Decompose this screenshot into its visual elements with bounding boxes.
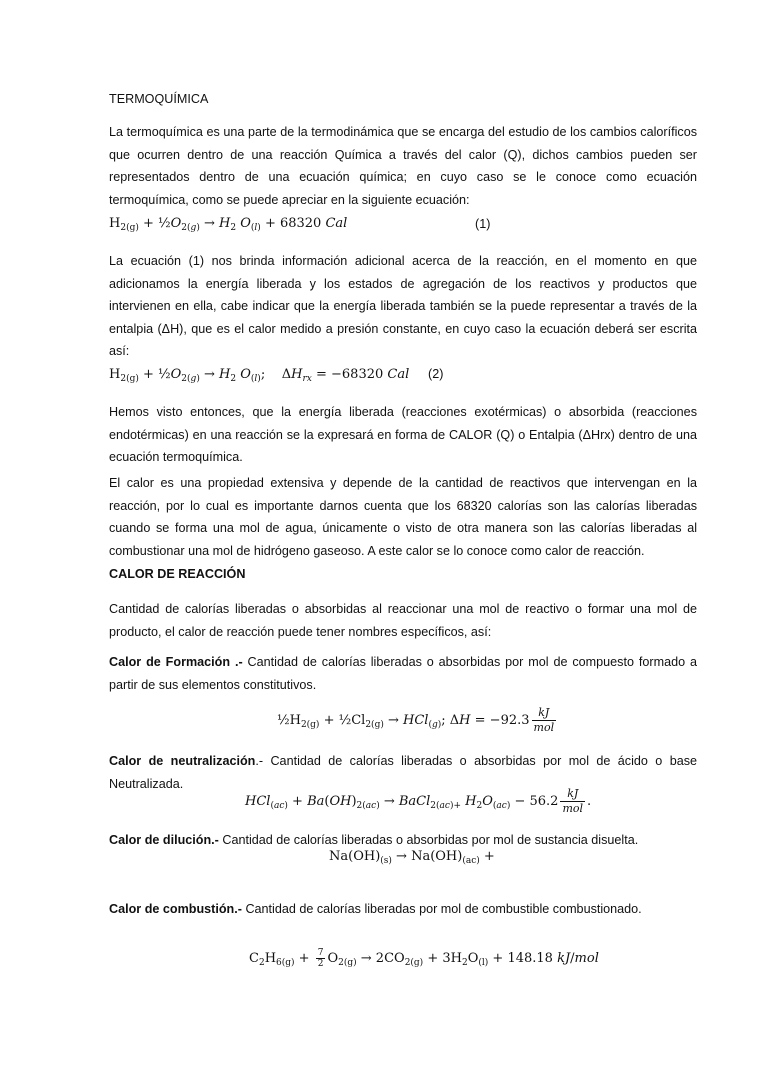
text-dilucion: Cantidad de calorías liberadas o absorbidas por mol de sustancia disuelta.: [218, 833, 639, 847]
label-neutralizacion: Calor de neutralización: [109, 754, 256, 768]
equation-neutralizacion: $HCl_{(ac)} + Ba(OH)_{2(ac)}$ → BaCl$_{2(ac)+}$ $H_2O_{(ac)} - 56.2$ $\frac{kJ}{\text{mol}}$ .: [245, 787, 592, 815]
paragraph-calor: El calor es una propiedad extensiva y depende de la cantidad de reactivos que intervengan en la reacción, por lo cual es importante darnos cuenta que los 68320 calorías son las calorías liberadas cuando se forma una mol de agua, únicamente o visto de otra manera son las calorías liberadas al combustionar una mol de hidrógeno gaseoso. A este calor se lo conoce como calor de reacción.: [109, 476, 697, 558]
definition-combustion: [109, 898, 697, 921]
text-formacion: Cantidad de calorías liberadas o absorbidas por mol de compuesto formado a partir de sus elementos constitutivos.: [109, 655, 697, 692]
equation-1-number: (1): [475, 217, 491, 231]
paragraph-intro: La termoquímica es una parte de la termodinámica que se encarga del estudio de los cambios caloríficos que ocurren dentro de una reacción Química a través del calor (Q), dichos cambios pueden ser representados dentro de una ecuación química; en cuyo caso se le conoce como ecuación termoquímica, como se puede apreciar en la siguiente ecuación:: [109, 125, 697, 207]
paragraph-energia: Hemos visto entonces, que la energía liberada (reacciones exotérmicas) o absorbida (reacciones endotérmicas) en una reacción se la expresará en forma de CALOR (Q) o Entalpia (ΔHrx) dentro de una ecuación termoquímica.: [109, 405, 697, 464]
equation-1: $H_{2(g)}$ + $\frac{1}{2}O_{2(g)} \to H_2$ $O_{(l)} + 68320$ Cal: [109, 216, 348, 233]
label-dilucion: Calor de dilución.-: [109, 833, 219, 847]
section-heading-calor-reaccion: CALOR DE REACCIÓN: [109, 567, 246, 581]
label-formacion: Calor de Formación .-: [109, 655, 243, 669]
definition-formacion: [109, 651, 697, 696]
equation-dilucion: $Na(OH)_{(s)} \to Na(OH)_{(ac)}$ +: [329, 849, 495, 866]
paragraph-ecuacion: La ecuación (1) nos brinda información adicional acerca de la reacción, en el momento en que adicionamos la energía liberada y los estados de agregación de los reactivos y productos que intervienen en ella, cabe indicar que la energía liberada también se la puede representar a través de la entalpia (ΔH), que es el calor medido a presión constante, en cuyo caso la ecuación deberá ser escrita así:: [109, 254, 697, 358]
equation-2-number: (2): [428, 367, 444, 381]
equation-formacion: $\frac{1}{2}H_{2(g)}$ + $\frac{1}{2}Cl_{2(g)} \to HCl_{(g)}$; ΔH = −92.3 $\frac{kJ}{\text{mol}}$: [277, 706, 555, 734]
equation-combustion: $C_2H_{6(g)}$ + $\frac{7}{2}$ $O_{2(g)} \to 2CO_{2(g)} + 3H_2O_{(l)} + 148.18$ kJ/mol: [249, 948, 599, 969]
text-neutralizacion: .- Cantidad de calorías liberadas o absorbidas por mol de ácido o base Neutralizada.: [109, 754, 698, 791]
page-title: TERMOQUÍMICA: [109, 92, 209, 106]
equation-2: $H_{2(g)}$ + $\frac{1}{2}O_{2(g)} \to H_2$ $O_{(l)}$; $\Delta H_{rx} = -68320$ Cal: [109, 367, 410, 384]
label-combustion: Calor de combustión.-: [109, 902, 242, 916]
text-combustion: Cantidad de calorías liberadas por mol de combustible combustionado.: [241, 902, 642, 916]
paragraph-calor-reaccion: Cantidad de calorías liberadas o absorbidas al reaccionar una mol de reactivo o formar una mol de producto, el calor de reacción puede tener nombres específicos, así:: [109, 602, 697, 639]
